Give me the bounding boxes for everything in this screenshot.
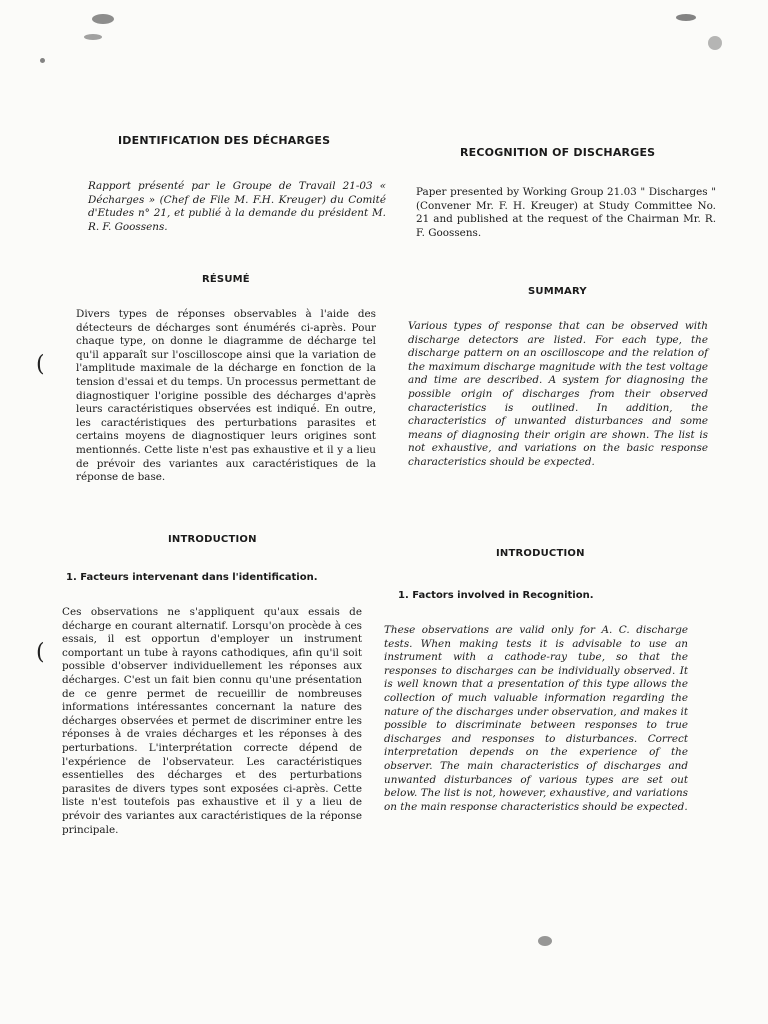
french-intro-heading: INTRODUCTION [168, 534, 257, 545]
french-intro-text: Ces observations ne s'appliquent qu'aux essais de décharge en courant alternatif. Lorsqu'on procède à ces essais, il est opportun d'employer un instrument comportant un tube à rayons cathodiques, afin qu'il soit possible d'observer individuellement les réponses aux décharges. C'est un fait bien connu qu'une présentation de ce genre permet de recueillir de nombreuses informations intéressantes concernant la nature des décharges observées et permet de discriminer entre les réponses à de vraies décharges et les réponses à des perturbations. L'interprétation correcte dépend de l'expérience de l'observateur. Les caractéristiques essentielles des décharges et des perturbations parasites de divers types sont exposées ci-après. Cette liste n'est toutefois pas exhaustive et il y a lieu de prévoir des variantes aux caractéristiques de la réponse principale. [62, 606, 362, 836]
english-intro-heading: INTRODUCTION [496, 548, 585, 559]
french-title: IDENTIFICATION DES DÉCHARGES [118, 134, 331, 147]
french-report-note: Rapport présenté par le Groupe de Travail 21-03 « Décharges » (Chef de File M. F.H. Kreuger) du Comité d'Etudes n° 21, et publié à la demande du président M. R. F. Goossens. [88, 180, 386, 233]
scan-speck [538, 936, 552, 946]
french-subheading: 1. Facteurs intervenant dans l'identification. [66, 572, 318, 583]
english-report-note: Paper presented by Working Group 21.03 " Discharges " (Convener Mr. F. H. Kreuger) at Study Committee No. 21 and published at the request of the Chairman Mr. R. F. Goossens. [416, 186, 716, 239]
margin-bracket-mark: ( [36, 352, 45, 377]
scan-speck [92, 14, 114, 24]
scan-speck [84, 34, 102, 40]
resume-heading: RÉSUMÉ [202, 274, 250, 285]
english-intro-text: These observations are valid only for A. C. discharge tests. When making tests it is advisable to use an instrument with a cathode-ray tube, so that the responses to discharges can be individually observed. It is well known that a presentation of this type allows the collection of much valuable information regarding the nature of the discharges under observation, and makes it possible to discriminate between responses to true discharges and responses to disturbances. Correct interpretation depends on the experience of the observer. The main characteristics of discharges and unwanted disturbances of various types are set out below. The list is not, however, exhaustive, and variations on the main response characteristics should be expected. [384, 624, 688, 813]
resume-text: Divers types de réponses observables à l'aide des détecteurs de décharges sont énumérés ci-après. Pour chaque type, on donne le diagramme de décharge tel qu'il apparaît sur l'oscilloscope ainsi que la variation de l'amplitude maximale de la décharge en fonction de la tension d'essai et du temps. Un processus permettant de diagnostiquer l'origine possible des décharges d'après leurs caractéristiques observées est indiqué. En outre, les caractéristiques des perturbations parasites et certains moyens de diagnostiquer leurs origines sont mentionnés. Cette liste n'est pas exhaustive et il y a lieu de prévoir des variantes aux caractéristiques de la réponse de base. [76, 308, 376, 484]
english-title: RECOGNITION OF DISCHARGES [460, 146, 656, 159]
scan-speck [708, 36, 722, 50]
scan-speck [676, 14, 696, 21]
summary-heading: SUMMARY [528, 286, 587, 297]
scan-speck [40, 58, 45, 63]
margin-bracket-mark: ( [36, 640, 45, 665]
english-subheading: 1. Factors involved in Recognition. [398, 590, 594, 601]
summary-text: Various types of response that can be observed with discharge detectors are listed. For each type, the discharge pattern on an oscilloscope and the relation of the maximum discharge magnitude with the test voltage and time are described. A system for diagnosing the possible origin of discharges from their observed characteristics is outlined. In addition, the characteristics of unwanted disturbances and some means of diagnosing their origin are shown. The list is not exhaustive, and variations on the basic response characteristics should be expected. [408, 320, 708, 468]
